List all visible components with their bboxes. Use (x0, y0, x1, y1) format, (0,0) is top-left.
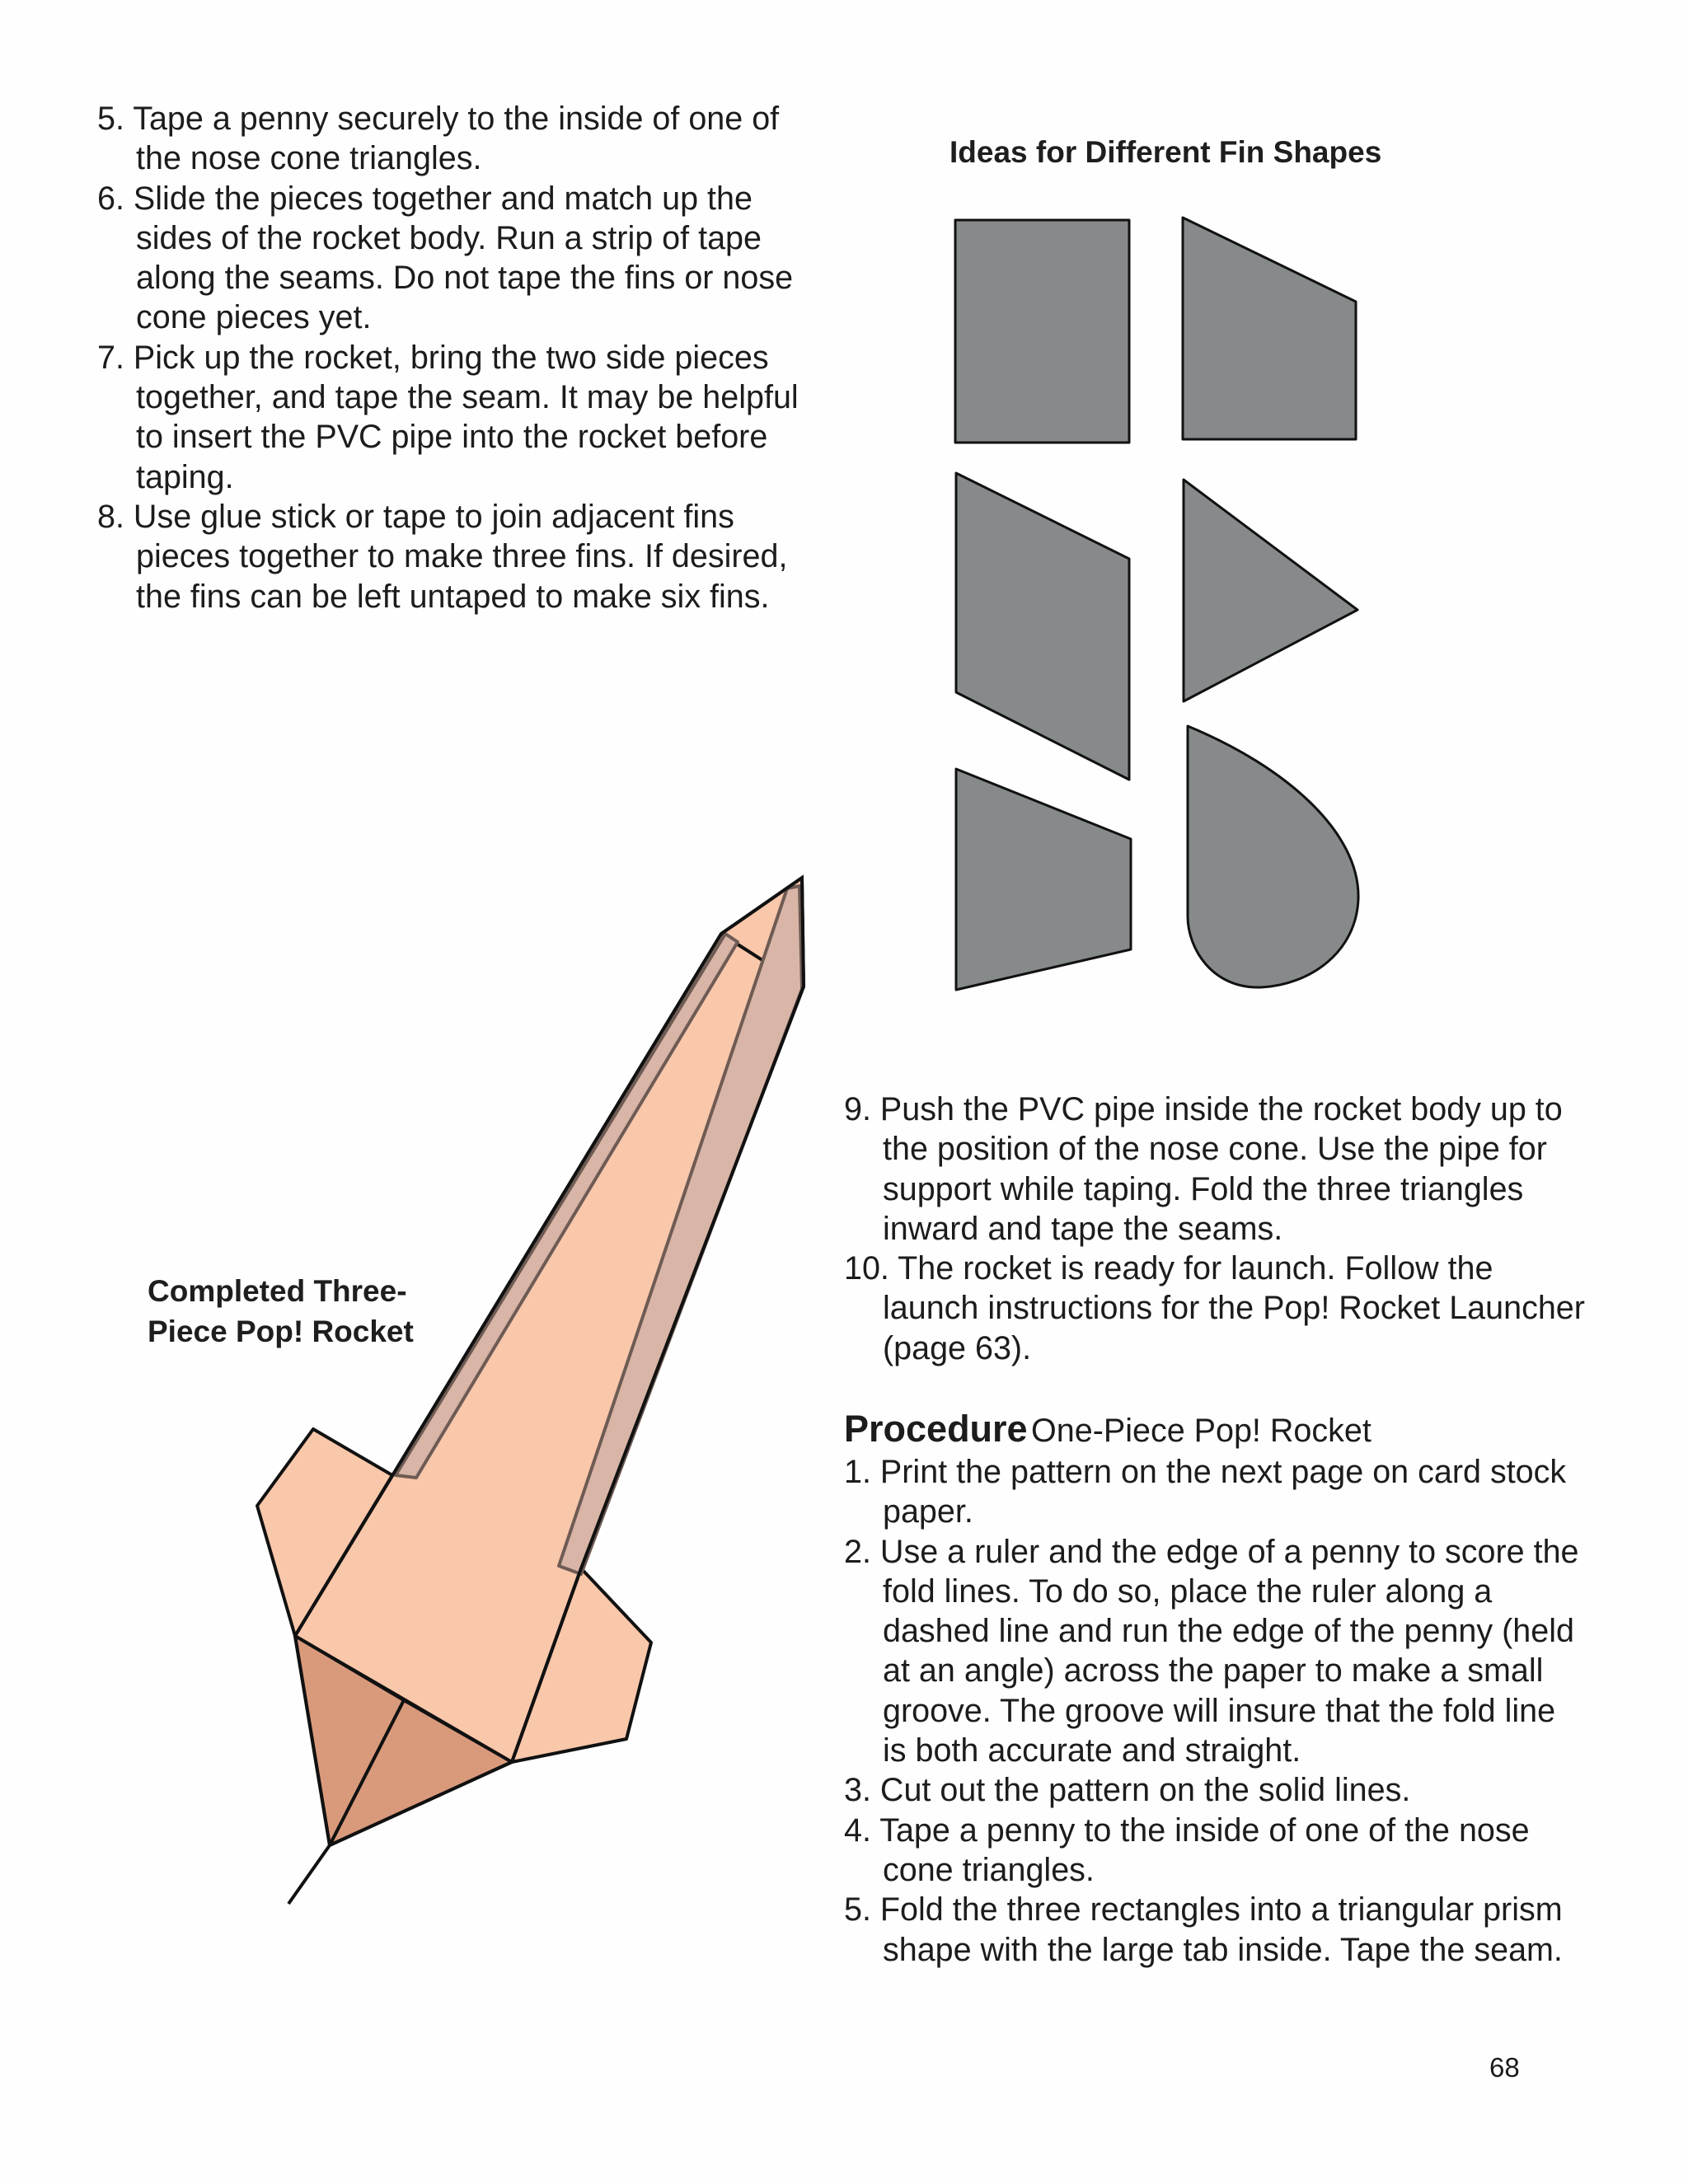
step-8: 8. Use glue stick or tape to join adjacent fins pieces together to make three fins. If desired, the fins can be left untaped to make six fins. (97, 498, 788, 615)
step-7: 7. Pick up the rocket, bring the two side pieces together, and tape the seam. It may be helpful to insert the PVC pipe into the rocket before taping. (97, 339, 799, 495)
procedure-steps-list (844, 1452, 1586, 1970)
fin-shapes-heading: Ideas for Different Fin Shapes (950, 135, 1382, 169)
step-6: 6. Slide the pieces together and match up the sides of the rocket body. Run a strip of tape along the seams. Do not tape the fins or nose cone pieces yet. (97, 180, 794, 336)
procedure-step-5: 5. Fold the three rectangles into a triangular prism shape with the large tab inside. Tape the seam. (844, 1891, 1563, 1968)
procedure-title: Procedure (844, 1408, 1028, 1450)
procedure-step-2: 2. Use a ruler and the edge of a penny to score the fold lines. To do so, place the ruler along a dashed line and run the edge of the penny (held at an angle) across the paper to make a small groove. The groove will insure that the fold line is both accurate and straight. (844, 1533, 1579, 1769)
procedure-step-1: 1. Print the pattern on the next page on card stock paper. (844, 1454, 1567, 1530)
instructions-list-middle (844, 1090, 1586, 1368)
step-5: 5. Tape a penny securely to the inside of one of the nose cone triangles. (97, 101, 780, 177)
procedure-step-3: 3. Cut out the pattern on the solid lines. (844, 1772, 1411, 1809)
procedure-subtitle: One-Piece Pop! Rocket (1031, 1413, 1372, 1449)
page-number: 68 (1489, 2052, 1520, 2083)
step-9: 9. Push the PVC pipe inside the rocket body up to the position of the nose cone. Use the pipe for support while taping. Fold the three triangles inward and tape the seams. (844, 1091, 1563, 1247)
step-10: 10. The rocket is ready for launch. Follow the launch instructions for the Pop! Rocket Launcher (page 63). (844, 1250, 1585, 1366)
procedure-step-4: 4. Tape a penny to the inside of one of the nose cone triangles. (844, 1811, 1530, 1888)
rocket-nose-point (288, 1845, 330, 1904)
rocket-caption: Completed Three-Piece Pop! Rocket (148, 1274, 414, 1348)
